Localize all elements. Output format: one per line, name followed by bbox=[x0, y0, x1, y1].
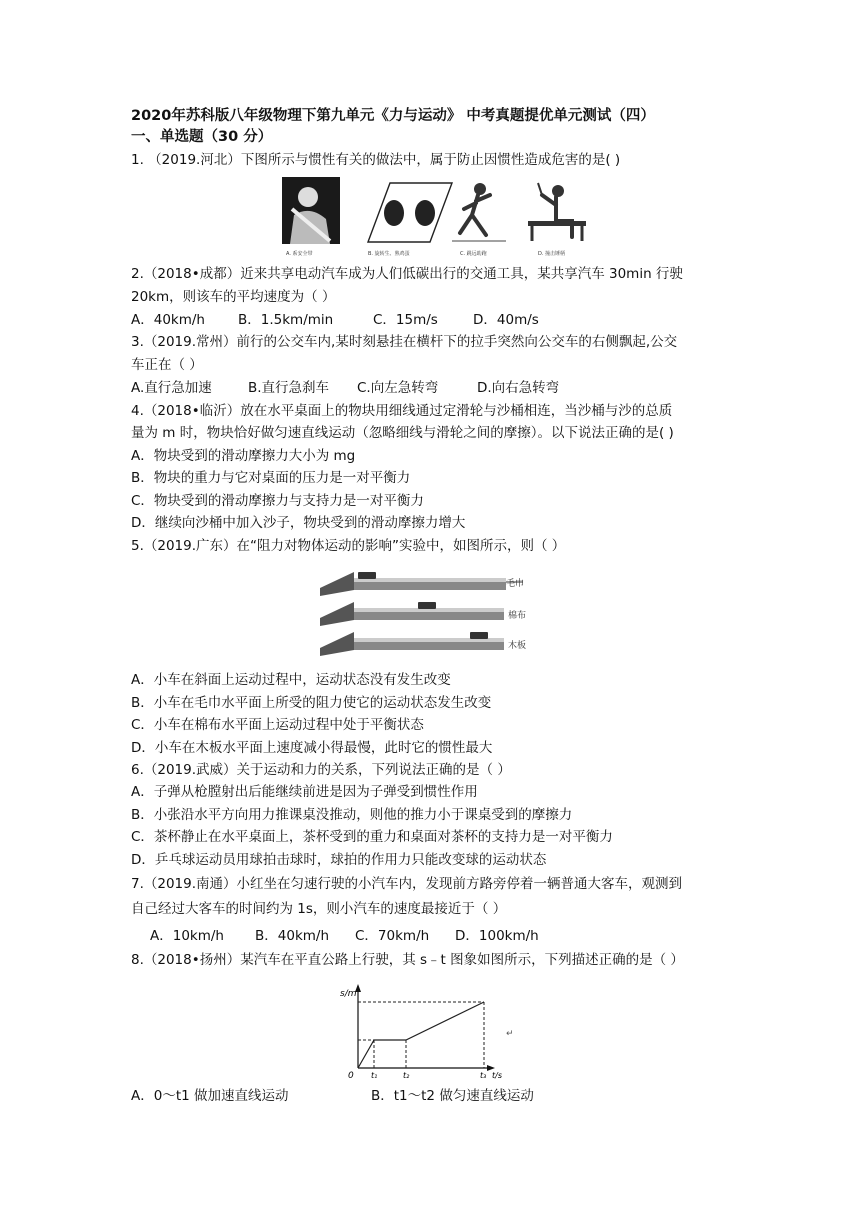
q2-option-d: D．40m/s bbox=[473, 312, 539, 328]
q3-option-c: C.向左急转弯 bbox=[357, 380, 439, 396]
q3-option-b: B.直行急刹车 bbox=[248, 380, 330, 396]
page-title: 2020年苏科版八年级物理下第九单元《力与运动》 中考真题提优单元测试（四） bbox=[131, 108, 655, 124]
q4-option-a: A．物块受到的滑动摩擦力大小为 mg bbox=[131, 448, 356, 464]
q6-option-c: C．茶杯静止在水平桌面上，茶杯受到的重力和桌面对茶杯的支持力是一对平衡力 bbox=[131, 829, 613, 845]
q1-label-d: D. 撞击锤柄 bbox=[538, 251, 566, 257]
question-1-figure bbox=[280, 175, 590, 260]
q3-option-d: D.向右急转弯 bbox=[477, 380, 560, 396]
question-4-stem-line2: 量为 m 时，物块恰好做匀速直线运动（忽略细线与滑轮之间的摩擦）。以下说法正确的是( ) bbox=[131, 425, 674, 441]
q5-option-a: A．小车在斜面上运动过程中，运动状态没有发生改变 bbox=[131, 672, 451, 688]
q8-origin-label: 0 bbox=[348, 1071, 354, 1080]
q5-label-wood: 木板 bbox=[508, 641, 527, 651]
q6-option-b: B．小张沿水平方向用力推课桌没推动，则他的推力小于课桌受到的摩擦力 bbox=[131, 807, 573, 823]
q4-option-c: C．物块受到的滑动摩擦力与支持力是一对平衡力 bbox=[131, 493, 424, 509]
q5-label-cotton: 棉布 bbox=[508, 611, 527, 621]
question-3-stem-line2: 车正在（ ） bbox=[131, 357, 203, 373]
q8-axis-y-label: s/m bbox=[340, 989, 357, 999]
q2-option-c: C．15m/s bbox=[373, 312, 438, 328]
question-4-stem-line1: 4.（2018•临沂）放在水平桌面上的物块用细线通过定滑轮与沙桶相连，当沙桶与沙的总质 bbox=[131, 403, 673, 419]
q8-axis-x-label: t/s bbox=[492, 1071, 502, 1080]
question-2-options bbox=[131, 310, 539, 330]
question-8-options bbox=[131, 1086, 534, 1106]
q7-option-b: B．40km/h bbox=[255, 928, 330, 944]
q1-label-b: B. 旋转生、熟鸡蛋 bbox=[368, 251, 410, 257]
question-8-stem: 8.（2018•扬州）某汽车在平直公路上行驶，其 s﹣t 图象如图所示，下列描述正确的是（ ） bbox=[131, 952, 684, 968]
q8-option-b: B．t1～t2 做匀速直线运动 bbox=[371, 1088, 534, 1104]
q8-t3-label: t₃ bbox=[480, 1071, 487, 1080]
question-3-stem-line1: 3.（2019.常州）前行的公交车内,某时刻悬挂在横杆下的拉手突然向公交车的右侧飘起,公交 bbox=[131, 334, 678, 350]
q7-option-c: C．70km/h bbox=[355, 928, 430, 944]
question-5-figure bbox=[318, 560, 548, 660]
q5-option-d: D．小车在木板水平面上速度减小得最慢，此时它的惯性最大 bbox=[131, 740, 493, 756]
q4-option-b: B．物块的重力与它对桌面的压力是一对平衡力 bbox=[131, 470, 411, 486]
question-2-stem-line2: 20km，则该车的平均速度为（ ） bbox=[131, 289, 336, 305]
question-3-options bbox=[131, 378, 559, 398]
q4-option-d: D．继续向沙桶中加入沙子，物块受到的滑动摩擦力增大 bbox=[131, 515, 466, 531]
question-1-stem: 1. （2019.河北）下图所示与惯性有关的做法中，属于防止因惯性造成危害的是( ) bbox=[131, 152, 621, 168]
q8-t2-label: t₂ bbox=[403, 1071, 410, 1080]
question-7-options bbox=[150, 926, 539, 946]
question-8-st-graph bbox=[336, 980, 526, 1080]
q7-option-a: A．10km/h bbox=[150, 928, 224, 944]
q1-label-c: C. 跳远助跑 bbox=[460, 251, 487, 257]
section-heading: 一、单选题（30 分） bbox=[131, 129, 273, 145]
q6-option-d: D．乒乓球运动员用球拍击球时，球拍的作用力只能改变球的运动状态 bbox=[131, 852, 547, 868]
q3-option-a: A.直行急加速 bbox=[131, 380, 212, 396]
q8-option-a: A．0～t1 做加速直线运动 bbox=[131, 1088, 289, 1104]
q5-option-b: B．小车在毛巾水平面上所受的阻力使它的运动状态发生改变 bbox=[131, 695, 492, 711]
q2-option-b: B．1.5km/min bbox=[238, 312, 334, 328]
question-6-stem: 6.（2019.武威）关于运动和力的关系，下列说法正确的是（ ） bbox=[131, 762, 511, 778]
question-7-stem-line1: 7.（2019.南通）小红坐在匀速行驶的小汽车内，发现前方路旁停着一辆普通大客车，观测到 bbox=[131, 876, 683, 892]
q1-label-a: A. 系安全带 bbox=[286, 251, 313, 257]
q6-option-a: A．子弹从枪膛射出后能继续前进是因为子弹受到惯性作用 bbox=[131, 784, 478, 800]
q7-option-d: D．100km/h bbox=[455, 928, 539, 944]
question-7-stem-line2: 自己经过大客车的时间约为 1s，则小汽车的速度最接近于（ ） bbox=[131, 901, 507, 917]
q2-option-a: A．40km/h bbox=[131, 312, 205, 328]
q8-t1-label: t₁ bbox=[371, 1071, 378, 1080]
question-2-stem-line1: 2.（2018•成都）近来共享电动汽车成为人们低碳出行的交通工具，某共享汽车 30min 行驶 bbox=[131, 266, 683, 282]
q8-return-mark: ↵ bbox=[506, 1029, 514, 1039]
q5-option-c: C．小车在棉布水平面上运动过程中处于平衡状态 bbox=[131, 717, 424, 733]
question-5-stem: 5.（2019.广东）在“阻力对物体运动的影响”实验中，如图所示，则（ ） bbox=[131, 538, 566, 554]
q5-label-towel: 毛巾 bbox=[506, 579, 525, 589]
